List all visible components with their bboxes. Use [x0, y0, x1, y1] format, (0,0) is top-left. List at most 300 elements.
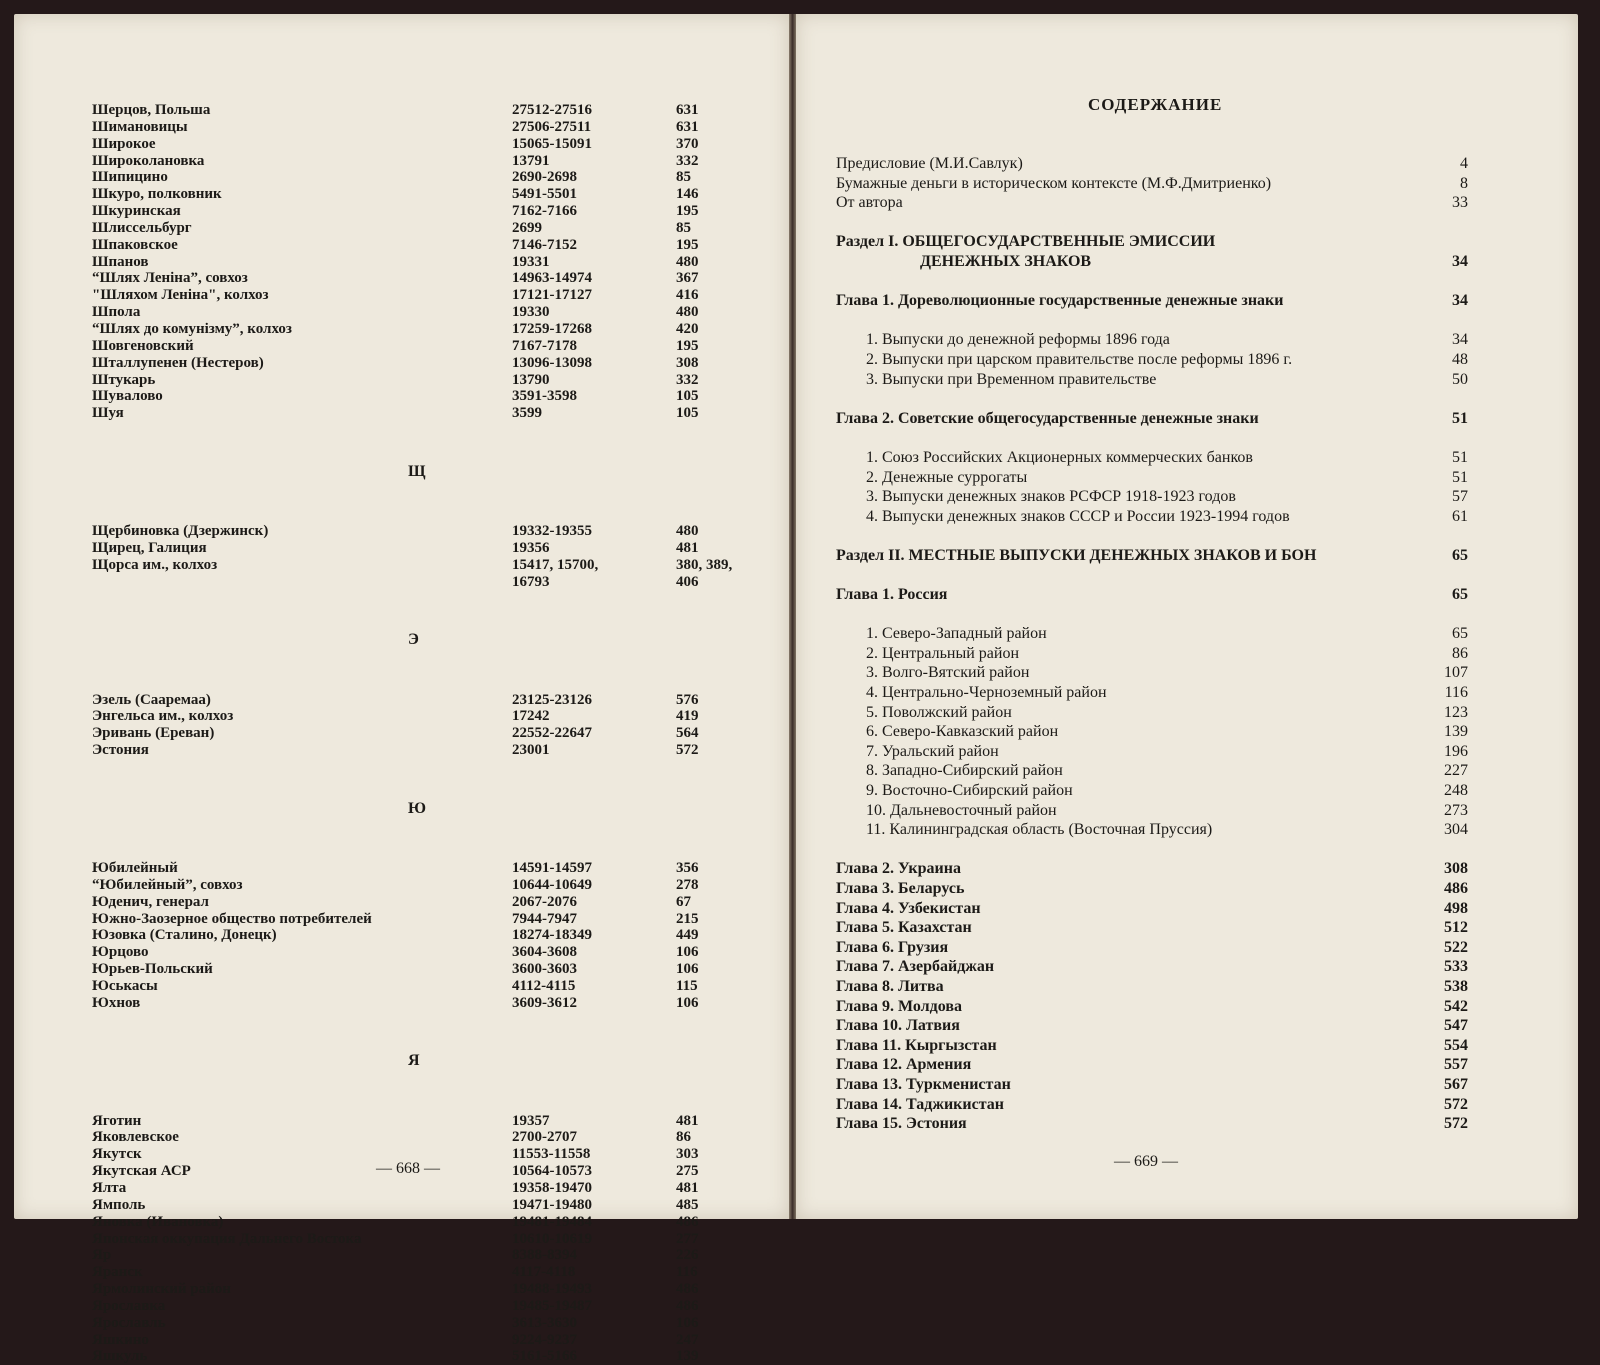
toc-entry-title: 2. Денежные суррогаты — [866, 468, 1028, 486]
index-row — [92, 203, 762, 220]
index-range: 27506-27511 — [512, 118, 592, 135]
toc-entry — [836, 781, 1468, 801]
toc-page: 554 — [1444, 1036, 1468, 1054]
toc-entry-title: Глава 8. Литва — [836, 977, 944, 995]
index-gap — [92, 489, 762, 523]
toc-entry — [836, 585, 1468, 605]
index-page: 106 — [676, 944, 699, 961]
toc-entry — [836, 448, 1468, 468]
index-page: 420 — [676, 320, 699, 337]
index-row — [92, 961, 762, 978]
toc-page: 572 — [1444, 1115, 1468, 1133]
toc-page: 51 — [1452, 448, 1468, 466]
index-row — [92, 169, 762, 186]
index-page: 481 — [676, 1180, 699, 1196]
index-name: Южно-Заозерное общество потребителей — [92, 910, 372, 927]
toc-entry-title: 1. Выпуски до денежной реформы 1896 года — [866, 331, 1170, 349]
toc-page: 273 — [1444, 801, 1468, 819]
index-name: Шипицино — [92, 169, 168, 186]
index-page: 480 — [676, 253, 699, 270]
index-range: 3613-3630 — [512, 1314, 577, 1331]
index-name: Эстония — [92, 742, 149, 759]
toc-entry — [836, 624, 1468, 644]
toc-entry-title: Глава 14. Таджикистан — [836, 1095, 1004, 1113]
index-range: 3599 — [512, 405, 542, 422]
index-range: 7146-7152 — [512, 236, 577, 253]
index-row — [92, 1214, 762, 1231]
toc-page: 34 — [1452, 292, 1468, 310]
index-page: 86 — [676, 1129, 691, 1146]
toc-entry — [836, 801, 1468, 821]
toc-entry — [836, 820, 1468, 840]
index-range: 14963-14974 — [512, 270, 592, 287]
index-row — [92, 978, 762, 995]
index-page: 356 — [676, 859, 699, 876]
index-page: 146 — [676, 186, 699, 203]
toc-entry — [836, 330, 1468, 350]
table-of-contents — [836, 154, 1468, 1134]
index-range: 27512-27516 — [512, 102, 592, 118]
toc-entry-title: Глава 9. Молдова — [836, 997, 962, 1015]
index-page: 481 — [676, 1112, 699, 1129]
index-page: 106 — [676, 994, 699, 1011]
index-row — [92, 1332, 762, 1349]
toc-entry-title: От автора — [836, 194, 903, 212]
toc-page: 227 — [1444, 762, 1468, 780]
toc-entry-title: 10. Дальневосточный район — [866, 801, 1057, 819]
index-range: 2690-2698 — [512, 169, 577, 186]
toc-page: 538 — [1444, 977, 1468, 995]
toc-entry — [836, 1016, 1468, 1036]
index-name: Яр — [92, 1247, 112, 1264]
index-name: Эривань (Ереван) — [92, 725, 215, 742]
index-page: 480 — [676, 304, 699, 321]
index-page: 416 — [676, 287, 699, 304]
index-page: 449 — [676, 927, 699, 944]
index-row — [92, 557, 762, 574]
index-range: 23001 — [512, 742, 550, 759]
toc-page: 522 — [1444, 938, 1468, 956]
index-name: Шуя — [92, 405, 124, 422]
index-range: 5491-5501 — [512, 186, 577, 203]
index-row — [92, 1231, 762, 1248]
index-range: 3600-3603 — [512, 961, 577, 978]
toc-page: 65 — [1452, 586, 1468, 604]
contents-title: СОДЕРЖАНИЕ — [1088, 95, 1223, 114]
index-page: 486 — [676, 1297, 699, 1314]
toc-entry — [836, 644, 1468, 664]
index-page: 485 — [676, 1196, 699, 1213]
index-name: Юрьев-Польский — [92, 961, 213, 978]
index-range: 2067-2076 — [512, 893, 577, 910]
index-row — [92, 321, 762, 338]
index-name: Шлиссельбург — [92, 219, 192, 236]
toc-entry-title: Глава 6. Грузия — [836, 938, 949, 956]
index-name: “Юбилейный”, совхоз — [92, 876, 243, 893]
toc-page: 486 — [1444, 879, 1468, 897]
index-row — [92, 338, 762, 355]
index-row — [92, 388, 762, 405]
index-name: Эзель (Сааремаа) — [92, 691, 211, 708]
index-page: 370 — [676, 135, 699, 152]
toc-entry — [836, 154, 1468, 174]
toc-entry-title: 5. Поволжский район — [866, 703, 1012, 721]
index-range: 10644-10649 — [512, 876, 592, 893]
index-row — [92, 911, 762, 928]
index-page: 195 — [676, 203, 699, 220]
index-row — [92, 1197, 762, 1214]
index-page: 67 — [676, 893, 691, 910]
index-name: Шпола — [92, 304, 141, 321]
index-page: 308 — [676, 354, 699, 371]
toc-page: 86 — [1452, 644, 1468, 662]
toc-entry — [836, 409, 1468, 429]
index-letter-heading: Ю — [408, 799, 427, 817]
index-row — [92, 944, 762, 961]
toc-entry-title: 8. Западно-Сибирский район — [866, 762, 1063, 780]
index-range: 19485-19487 — [512, 1297, 592, 1314]
index-range: 3591-3598 — [512, 388, 577, 405]
index-name: Широколановка — [92, 152, 205, 169]
toc-page: 542 — [1444, 997, 1468, 1015]
index-range: 11553-11558 — [512, 1146, 591, 1163]
toc-gap — [836, 389, 1468, 409]
index-gap — [92, 658, 762, 692]
toc-page: 61 — [1452, 507, 1468, 525]
index-range: 23125-23126 — [512, 691, 592, 708]
toc-entry-title: 11. Калининградская область (Восточная Пруссия) — [866, 821, 1213, 839]
index-name: Японская оккупация Дальнего Востока — [92, 1230, 362, 1247]
index-range: 19356 — [512, 539, 550, 556]
toc-entry-title: Глава 2. Советские общегосударственные денежные знаки — [836, 409, 1259, 427]
index-range: 19481-19484 — [512, 1213, 592, 1230]
index-row — [92, 894, 762, 911]
index-range: 13791 — [512, 152, 550, 169]
index-name: Яшкино — [92, 1331, 149, 1348]
toc-entry-title: Глава 12. Армения — [836, 1056, 972, 1074]
index-range: 10610-10619 — [512, 1230, 592, 1247]
index-page: 105 — [676, 388, 699, 405]
toc-page: 4 — [1460, 155, 1468, 172]
toc-entry-title: Глава 11. Кыргызстан — [836, 1036, 997, 1054]
index-page: 116 — [676, 1264, 698, 1281]
toc-page: 512 — [1444, 919, 1468, 937]
toc-gap — [836, 311, 1468, 331]
index-name: Ялта — [92, 1180, 127, 1196]
index-page: 226 — [676, 1247, 699, 1264]
index-name: Шувалово — [92, 388, 163, 405]
index-page: 277 — [676, 1230, 699, 1247]
toc-entry-title: 3. Волго-Вятский район — [866, 664, 1030, 682]
toc-gap — [836, 526, 1468, 546]
toc-page: 51 — [1452, 409, 1468, 427]
toc-entry-title: Глава 7. Азербайджан — [836, 958, 995, 976]
index-page: 278 — [676, 876, 699, 893]
toc-entry-title: Глава 5. Казахстан — [836, 919, 972, 937]
index-name: Юхнов — [92, 994, 141, 1011]
index-name: "Шляхом Леніна", колхоз — [92, 287, 269, 304]
index-page: 631 — [676, 118, 699, 135]
index-page: 486 — [676, 1281, 699, 1298]
index-page: 85 — [676, 169, 691, 186]
index-name: Шкуринская — [92, 203, 181, 220]
toc-gap — [836, 428, 1468, 448]
index-row — [92, 186, 762, 203]
toc-entry — [836, 703, 1468, 723]
toc-page: 8 — [1460, 174, 1468, 192]
index-letter-heading: Э — [408, 631, 419, 649]
toc-entry — [836, 291, 1468, 311]
toc-entry — [836, 487, 1468, 507]
toc-entry — [836, 899, 1468, 919]
index-row — [92, 136, 762, 153]
toc-page: 547 — [1444, 1017, 1468, 1035]
toc-entry — [836, 1075, 1468, 1095]
index-name: Шпанов — [92, 253, 149, 270]
toc-entry — [836, 683, 1468, 703]
index-row — [92, 1315, 762, 1332]
index-name: Яновка (Ивановка) — [92, 1213, 224, 1230]
index-name: Шкуро, полковник — [92, 186, 222, 203]
index-gap — [92, 826, 762, 860]
index-page: 139 — [676, 1348, 699, 1365]
index-row — [92, 1281, 762, 1298]
index-range: 14591-14597 — [512, 859, 592, 876]
toc-gap — [836, 272, 1468, 292]
index-range: 15065-15091 — [512, 135, 592, 152]
index-page: 380, 389, — [676, 556, 733, 573]
toc-entry — [836, 1114, 1468, 1134]
index-row — [92, 927, 762, 944]
index-range: 13096-13098 — [512, 354, 592, 371]
toc-section-heading — [836, 232, 1468, 271]
index-page: 303 — [676, 1146, 699, 1163]
index-name: Шпаковское — [92, 236, 178, 253]
index-name: Широкое — [92, 135, 156, 152]
index-range: 17259-17268 — [512, 320, 592, 337]
index-page: 195 — [676, 337, 699, 354]
index-name: Якутская АСР — [92, 1163, 191, 1180]
toc-entry — [836, 742, 1468, 762]
index-page: 332 — [676, 371, 699, 388]
toc-gap — [836, 565, 1468, 585]
index-name: Ярмолинский район — [92, 1281, 231, 1298]
index-page: 480 — [676, 523, 699, 540]
index-row — [92, 220, 762, 237]
index-range: 10564-10573 — [512, 1163, 592, 1180]
toc-entry — [836, 370, 1468, 390]
toc-entry — [836, 507, 1468, 527]
toc-page: 107 — [1444, 664, 1468, 682]
index-name: Шимановицы — [92, 118, 188, 135]
toc-entry-title: 6. Северо-Кавказский район — [866, 723, 1059, 741]
index-name: Ярославка — [92, 1297, 166, 1314]
index-page: 486 — [676, 1213, 699, 1230]
index-letter-heading: Щ — [408, 462, 426, 480]
index-range: 13790 — [512, 371, 550, 388]
toc-entry — [836, 1095, 1468, 1115]
index-page: 215 — [676, 910, 699, 927]
index-range: 7167-7178 — [512, 337, 577, 354]
index-gap — [92, 1079, 762, 1113]
index-page: 275 — [676, 1163, 699, 1180]
index-row — [92, 692, 762, 709]
toc-entry — [836, 193, 1468, 213]
book-gutter — [789, 14, 796, 1219]
index-range: 19357 — [512, 1112, 550, 1129]
index-row — [92, 540, 762, 557]
toc-entry — [836, 977, 1468, 997]
toc-entry-title: Глава 10. Латвия — [836, 1017, 960, 1035]
index-page: 105 — [676, 405, 699, 422]
index-row — [92, 153, 762, 170]
index-row — [92, 287, 762, 304]
index-letter-heading: Я — [408, 1052, 420, 1070]
index-name: Шталлупенен (Нестеров) — [92, 354, 264, 371]
index-gap — [92, 1012, 762, 1046]
index-range: 15417, 15700, — [512, 556, 599, 573]
toc-entry — [836, 761, 1468, 781]
left-page-number: — 668 — — [376, 1160, 440, 1177]
index-row — [92, 1113, 762, 1130]
toc-entry-title: Глава 1. Дореволюционные государственные денежные знаки — [836, 292, 1284, 310]
index-range: 17121-17127 — [512, 287, 592, 304]
index-page: 631 — [676, 102, 699, 118]
toc-section-line1: Раздел I. ОБЩЕГОСУДАРСТВЕННЫЕ ЭМИССИИ — [836, 233, 1216, 251]
toc-page: 50 — [1452, 370, 1468, 388]
toc-entry-title: 2. Выпуски при царском правительстве после реформы 1896 г. — [866, 350, 1293, 368]
index-page: 406 — [676, 573, 699, 590]
index-name: Шовгеновский — [92, 337, 194, 354]
toc-page: 116 — [1444, 684, 1468, 702]
toc-entry — [836, 663, 1468, 683]
toc-page: 248 — [1444, 782, 1468, 799]
toc-entry — [836, 997, 1468, 1017]
index-range: 3609-3612 — [512, 994, 577, 1011]
index-row — [92, 1264, 762, 1281]
toc-page: 123 — [1444, 703, 1468, 721]
toc-page: 65 — [1452, 625, 1468, 643]
index-page: 419 — [676, 708, 699, 725]
toc-entry-title: 1. Северо-Западный район — [866, 625, 1047, 643]
toc-gap — [836, 213, 1468, 233]
toc-entry — [836, 957, 1468, 977]
index-range: 18274-18349 — [512, 927, 592, 944]
toc-gap — [836, 605, 1468, 625]
toc-entry — [836, 350, 1468, 370]
index-name: Юзовка (Сталино, Донецк) — [92, 927, 277, 944]
index-name: Энгельса им., колхоз — [92, 708, 234, 725]
index-range: 7944-7947 — [512, 910, 577, 927]
index-page: 195 — [676, 236, 699, 253]
index-name: Ярославль — [92, 1314, 166, 1331]
index-row — [92, 355, 762, 372]
index-row — [92, 237, 762, 254]
index-name: Яковлевское — [92, 1129, 179, 1146]
toc-entry — [836, 1036, 1468, 1056]
toc-entry-title: Раздел II. МЕСТНЫЕ ВЫПУСКИ ДЕНЕЖНЫХ ЗНАКОВ И БОН — [836, 546, 1317, 564]
index-row — [92, 1298, 762, 1315]
index-row — [92, 254, 762, 271]
index-name: Юбилейный — [92, 859, 178, 876]
toc-page: 57 — [1452, 488, 1468, 506]
index-name: Щорса им., колхоз — [92, 556, 218, 573]
index-range: 8388-8394 — [512, 1247, 577, 1264]
index-row — [92, 995, 762, 1012]
index-range: 17242 — [512, 708, 550, 725]
toc-entry-title: Глава 4. Узбекистан — [836, 899, 981, 917]
index-name: Яготин — [92, 1112, 142, 1129]
index-row — [92, 270, 762, 287]
toc-entry-title: 3. Выпуски при Временном правительстве — [866, 370, 1157, 388]
index-row — [92, 1247, 762, 1264]
index-name: “Шлях Леніна”, совхоз — [92, 270, 248, 287]
toc-page: 572 — [1444, 1095, 1468, 1113]
index-row — [92, 1348, 762, 1365]
index-name: Яшкуль — [92, 1348, 148, 1365]
index-row — [92, 574, 762, 591]
toc-entry-title: 4. Выпуски денежных знаков СССР и России 1923-1994 годов — [866, 507, 1290, 525]
index-name: Шерцов, Польша — [92, 102, 211, 118]
toc-entry-title: 9. Восточно-Сибирский район — [866, 782, 1073, 799]
toc-entry — [836, 918, 1468, 938]
toc-entry-title: Бумажные деньги в историческом контексте (М.Ф.Дмитриенко) — [836, 174, 1272, 192]
toc-page: 34 — [1452, 252, 1468, 270]
index-range: 2700-2707 — [512, 1129, 577, 1146]
index-row — [92, 102, 762, 119]
toc-entry — [836, 722, 1468, 742]
index-page: 115 — [676, 977, 698, 994]
index-range: 19471-19480 — [512, 1196, 592, 1213]
toc-entry — [836, 1055, 1468, 1075]
index-range: 19331 — [512, 253, 550, 270]
toc-page: 51 — [1452, 468, 1468, 486]
toc-entry-title: 3. Выпуски денежных знаков РСФСР 1918-1923 годов — [866, 488, 1236, 506]
toc-entry — [836, 174, 1468, 194]
toc-entry — [836, 546, 1468, 566]
index-page: 564 — [676, 725, 699, 742]
toc-entry — [836, 879, 1468, 899]
index-range: 9224-9237 — [512, 1331, 577, 1348]
toc-entry-title: 4. Центрально-Черноземный район — [866, 684, 1107, 702]
index-name: Юрцово — [92, 944, 149, 961]
index-range: 4112-4115 — [512, 977, 576, 994]
index-name: “Шлях до комунізму”, колхоз — [92, 320, 292, 337]
index-range: 2699 — [512, 219, 542, 236]
index-page: 332 — [676, 152, 699, 169]
index-name: Юденич, генерал — [92, 893, 209, 910]
toc-entry — [836, 938, 1468, 958]
index-page: 481 — [676, 539, 699, 556]
index-row — [92, 405, 762, 422]
toc-gap — [836, 840, 1468, 860]
toc-entry-title: 7. Уральский район — [866, 742, 999, 760]
toc-entry-title: Глава 15. Эстония — [836, 1115, 967, 1133]
index-page: 106 — [676, 961, 699, 978]
toc-page: 34 — [1452, 331, 1468, 349]
toc-page: 567 — [1444, 1075, 1468, 1093]
toc-page: 304 — [1444, 821, 1468, 839]
index-range: 19488-19493 — [512, 1281, 592, 1298]
toc-entry — [836, 468, 1468, 488]
toc-section-line2: ДЕНЕЖНЫХ ЗНАКОВ — [920, 252, 1092, 270]
index-row — [92, 742, 762, 759]
index-range: 19332-19355 — [512, 523, 592, 540]
toc-entry-title: 1. Союз Российских Акционерных коммерческих банков — [866, 448, 1253, 466]
index-row — [92, 877, 762, 894]
index-name: Ямполь — [92, 1196, 146, 1213]
index-row — [92, 1180, 762, 1197]
